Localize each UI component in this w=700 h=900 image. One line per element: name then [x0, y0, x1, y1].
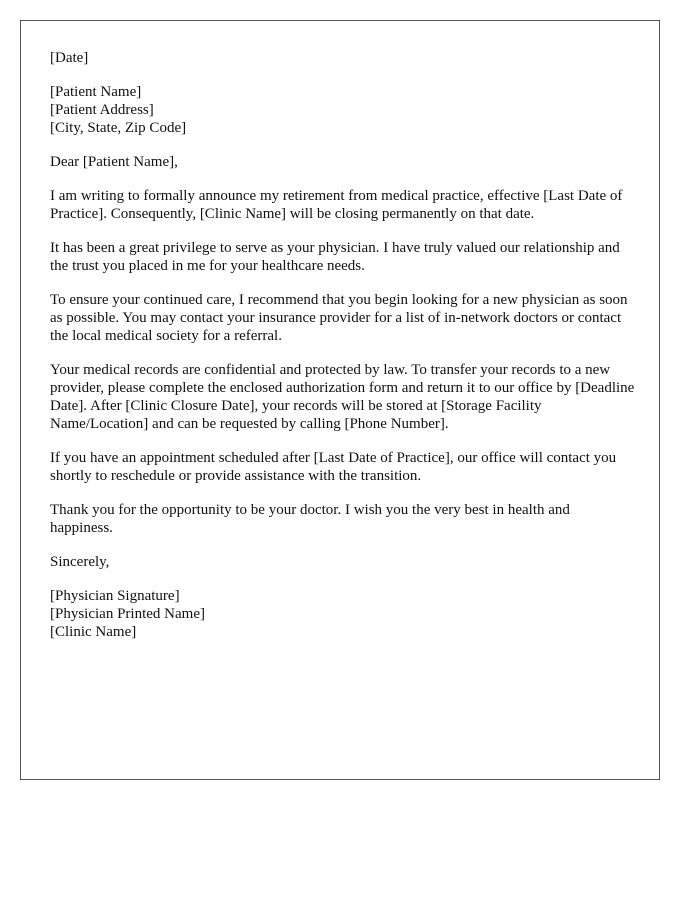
letter-page	[20, 20, 660, 780]
closing-block	[50, 553, 635, 571]
salutation-block	[50, 153, 635, 171]
clinic-name: [Clinic Name]	[50, 624, 137, 640]
paragraph-medical-records: Your medical records are confidential and protected by law. To transfer your records to a new provider, please complete the enclosed authorization form and return it to our office by [Deadline Date]. After [Clinic Closure Date], your records will be stored at [Storage Facility Name/Location] and can be requested by calling [Phone Number].	[50, 362, 635, 432]
recipient-address: [Patient Address]	[50, 102, 154, 118]
closing: Sincerely,	[50, 554, 110, 570]
physician-printed-name: [Physician Printed Name]	[50, 606, 205, 622]
paragraph-continued-care: To ensure your continued care, I recommend that you begin looking for a new physician as soon as possible. You may contact your insurance provider for a list of in-network doctors or contact the local medical society for a referral.	[50, 292, 628, 344]
date-block	[50, 49, 635, 67]
recipient-name: [Patient Name]	[50, 84, 142, 100]
physician-signature: [Physician Signature]	[50, 588, 180, 604]
paragraph-thank-you: Thank you for the opportunity to be your doctor. I wish you the very best in health and happiness.	[50, 502, 570, 536]
recipient-city-state-zip: [City, State, Zip Code]	[50, 120, 187, 136]
paragraph-appointments: If you have an appointment scheduled after [Last Date of Practice], our office will contact you shortly to reschedule or provide assistance with the transition.	[50, 450, 617, 484]
letter-body	[50, 49, 635, 657]
paragraph-retirement-announcement: I am writing to formally announce my retirement from medical practice, effective [Last Date of Practice]. Consequently, [Clinic Name] will be closing permanently on that date.	[50, 188, 623, 222]
recipient-address-block	[50, 83, 635, 137]
signature-block	[50, 587, 635, 641]
salutation: Dear [Patient Name],	[50, 154, 178, 170]
letter-date: [Date]	[50, 50, 89, 66]
paragraph-gratitude: It has been a great privilege to serve as your physician. I have truly valued our relationship and the trust you placed in me for your healthcare needs.	[50, 240, 620, 274]
